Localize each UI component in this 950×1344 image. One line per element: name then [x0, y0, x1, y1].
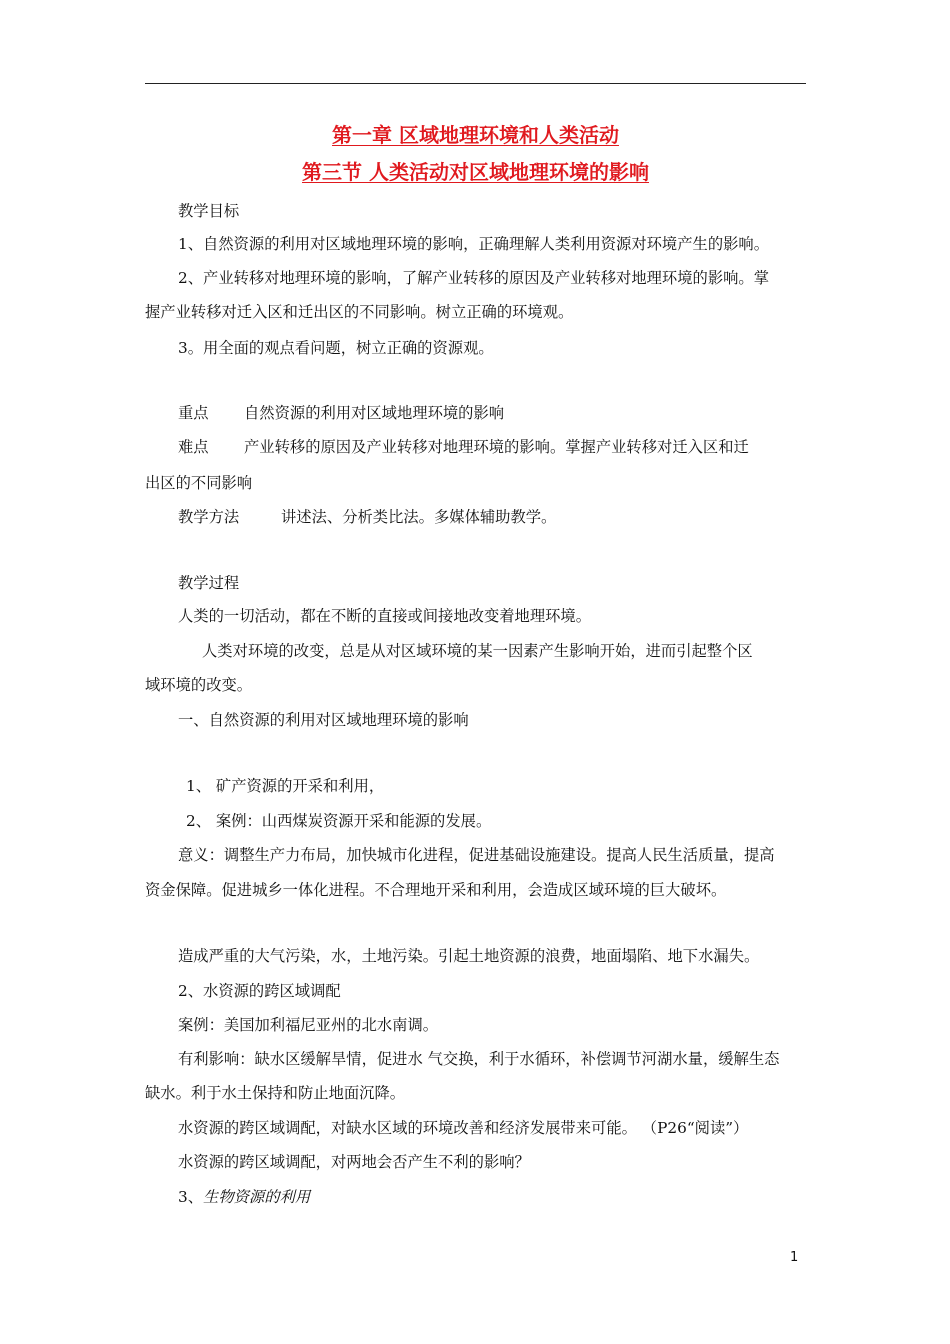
method-label: 教学方法 — [178, 508, 240, 526]
header-rule — [145, 83, 806, 84]
significance-line-1: 意义：调整生产力布局，加快城市化进程，促进基础设施建设。提高人民生活质量，提高 — [178, 846, 775, 864]
objectives-heading: 教学目标 — [178, 202, 240, 220]
water-heading: 2、水资源的跨区域调配 — [178, 982, 341, 1000]
difficulty-label: 难点 — [178, 438, 209, 456]
pollution-text: 造成严重的大气污染，水，土地污染。引起土地资源的浪费，地面塌陷、地下水漏失。 — [178, 947, 760, 965]
section-1-heading: 一、自然资源的利用对区域地理环境的影响 — [178, 711, 469, 729]
benefit-line-1: 有利影响：缺水区缓解旱情，促进水 气交换，利于水循环，补偿调节河湖水量，缓解生态 — [178, 1050, 780, 1068]
chapter-title: 第一章 区域地理环境和人类活动 — [332, 123, 619, 147]
bio-heading-text: 生物资源的利用 — [203, 1188, 311, 1206]
benefit-line-2: 缺水。利于水土保持和防止地面沉降。 — [145, 1084, 406, 1102]
method-text: 讲述法、分析类比法。多媒体辅助教学。 — [281, 508, 557, 526]
objective-item-1: 1、自然资源的利用对区域地理环境的影响，正确理解人类利用资源对环境产生的影响。 — [178, 235, 770, 253]
difficulty-text-line-1: 产业转移的原因及产业转移对地理环境的影响。掌握产业转移对迁入区和迁 — [244, 438, 749, 456]
objective-item-3: 3。用全面的观点看问题，树立正确的资源观。 — [178, 339, 494, 357]
water-case: 案例：美国加利福尼亚州的北水南调。 — [178, 1016, 439, 1034]
page-number: 1 — [790, 1250, 799, 1265]
process-intro-1: 人类的一切活动，都在不断的直接或间接地改变着地理环境。 — [178, 607, 592, 625]
water-effect: 水资源的跨区域调配，对缺水区域的环境改善和经济发展带来可能。 （P26“阅读”） — [178, 1119, 749, 1137]
difficulty-text-line-2: 出区的不同影响 — [145, 474, 253, 492]
process-intro-2-line-1: 人类对环境的改变，总是从对区域环境的某一因素产生影响开始，进而引起整个区 — [202, 642, 753, 660]
focus-text: 自然资源的利用对区域地理环境的影响 — [244, 404, 505, 422]
process-intro-2-line-2: 域环境的改变。 — [145, 676, 253, 694]
objective-item-2-line-1: 2、产业转移对地理环境的影响，了解产业转移的原因及产业转移对地理环境的影响。掌 — [178, 269, 770, 287]
difficulty-row — [178, 436, 749, 458]
focus-label: 重点 — [178, 404, 209, 422]
method-row — [178, 506, 556, 528]
mineral-item-2: 2、 案例：山西煤炭资源开采和能源的发展。 — [186, 812, 492, 830]
section-title: 第三节 人类活动对区域地理环境的影响 — [302, 160, 649, 184]
significance-line-2: 资金保障。促进城乡一体化进程。不合理地开采和利用，会造成区域环境的巨大破坏。 — [145, 881, 727, 899]
bio-number: 3、 — [178, 1188, 204, 1206]
water-question: 水资源的跨区域调配，对两地会否产生不利的影响？ — [178, 1153, 530, 1171]
process-heading: 教学过程 — [178, 574, 240, 592]
bio-heading — [178, 1186, 310, 1208]
mineral-item-1: 1、 矿产资源的开采和利用， — [186, 777, 385, 795]
focus-row — [178, 402, 504, 424]
objective-item-2-line-2: 握产业转移对迁入区和迁出区的不同影响。树立正确的环境观。 — [145, 303, 574, 321]
